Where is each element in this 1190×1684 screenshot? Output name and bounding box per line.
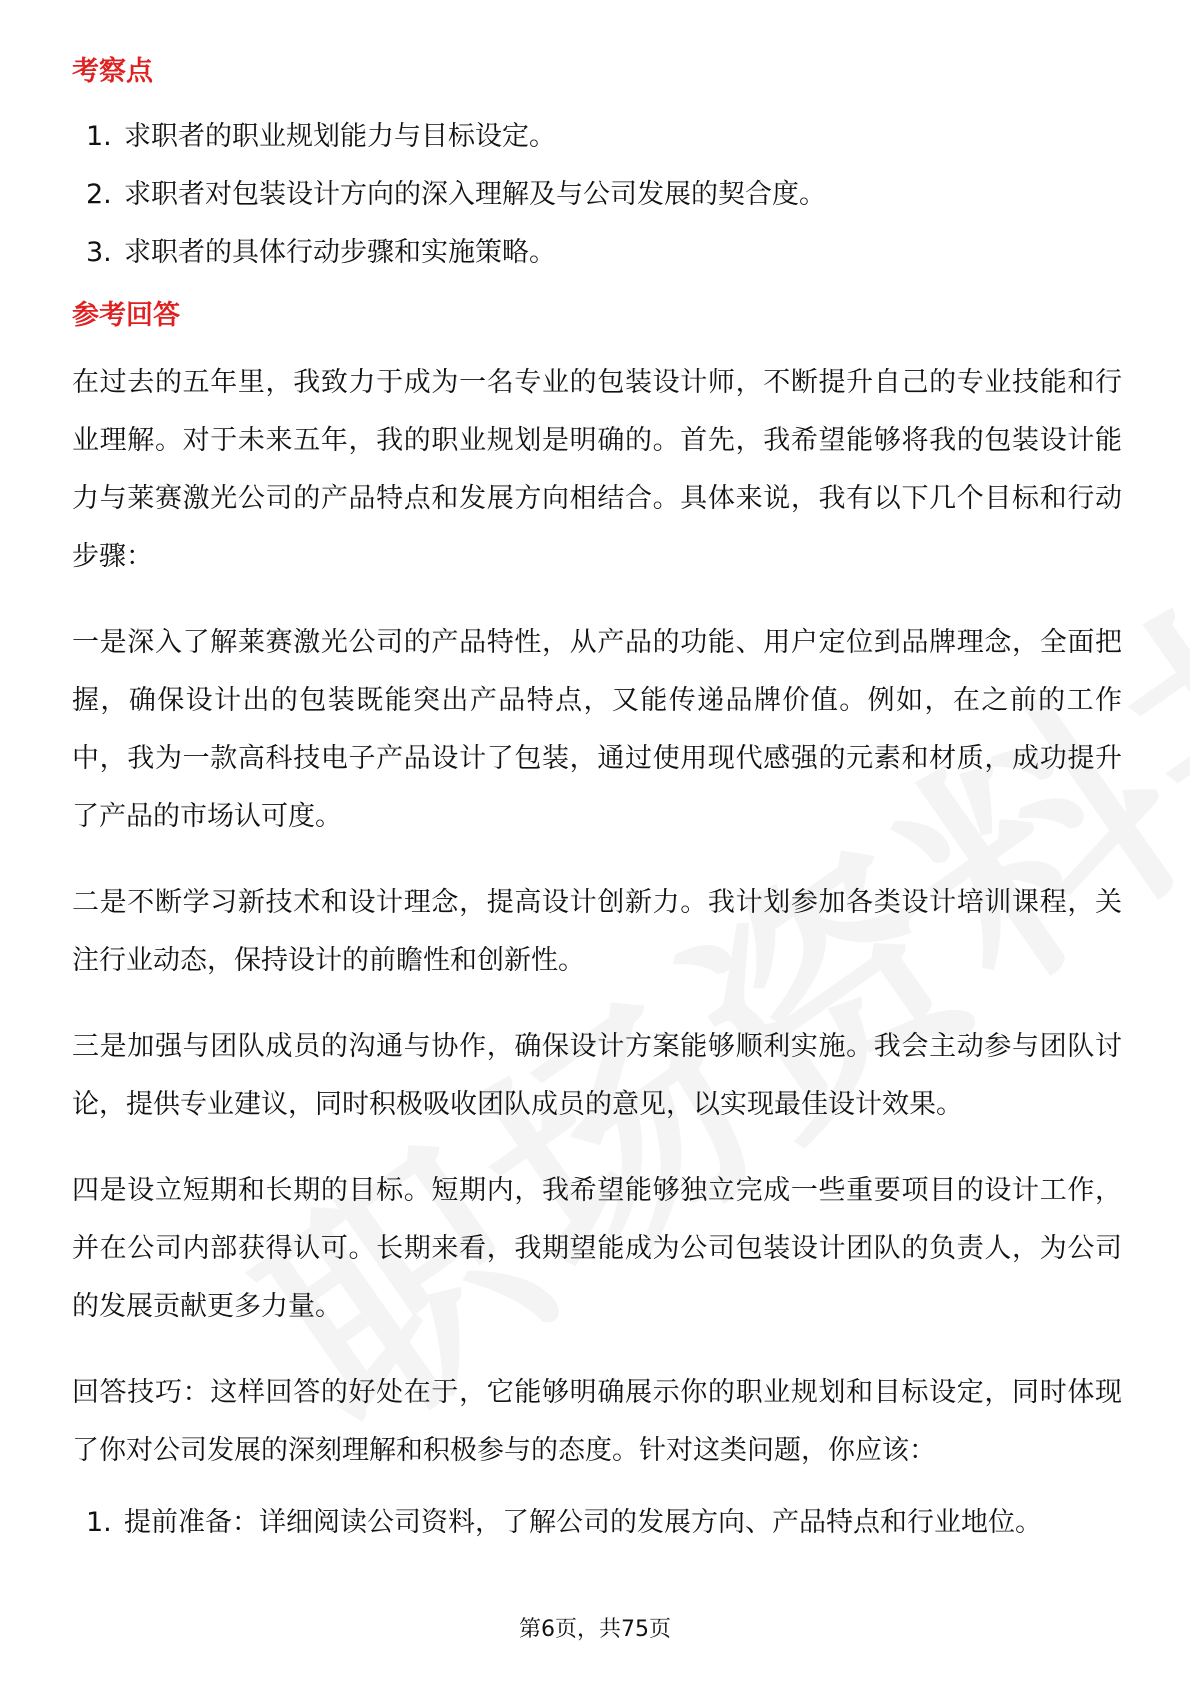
page-number-footer: 第6页，共75页 [519, 1617, 671, 1642]
tips-list [72, 1494, 1122, 1552]
examination-points-list [72, 108, 1122, 282]
list-item [72, 108, 1122, 166]
list-item-number: 1. [86, 121, 112, 152]
section-heading-reference-answer: 参考回答 [72, 300, 180, 331]
list-item-text: 求职者对包装设计方向的深入理解及与公司发展的契合度。 [124, 179, 826, 210]
page-content [72, 48, 1122, 1552]
list-item [72, 166, 1122, 224]
list-item-text: 求职者的具体行动步骤和实施策略。 [124, 237, 556, 268]
answer-paragraph-goal-3: 三是加强与团队成员的沟通与协作，确保设计方案能够顺利实施。我会主动参与团队讨论，提供专业建议，同时积极吸收团队成员的意见，以实现最佳设计效果。 [72, 1031, 1122, 1120]
list-item-text: 求职者的职业规划能力与目标设定。 [124, 121, 556, 152]
answer-paragraph-goal-4: 四是设立短期和长期的目标。短期内，我希望能够独立完成一些重要项目的设计工作，并在公司内部获得认可。长期来看，我期望能成为公司包装设计团队的负责人，为公司的发展贡献更多力量。 [72, 1175, 1122, 1322]
section-heading-examination-points: 考察点 [72, 56, 153, 87]
answer-tips-paragraph: 回答技巧：这样回答的好处在于，它能够明确展示你的职业规划和目标设定，同时体现了你对公司发展的深刻理解和积极参与的态度。针对这类问题，你应该： [72, 1377, 1122, 1466]
list-item [72, 224, 1122, 282]
answer-paragraph-intro: 在过去的五年里，我致力于成为一名专业的包装设计师，不断提升自己的专业技能和行业理解。对于未来五年，我的职业规划是明确的。首先，我希望能够将我的包装设计能力与莱赛激光公司的产品特点和发展方向相结合。具体来说，我有以下几个目标和行动步骤： [72, 367, 1122, 572]
list-item-number: 3. [86, 237, 112, 268]
list-item-number: 1. [86, 1507, 112, 1538]
list-item-number: 2. [86, 179, 112, 210]
list-item-text: 提前准备：详细阅读公司资料，了解公司的发展方向、产品特点和行业地位。 [124, 1507, 1042, 1538]
answer-paragraph-goal-1: 一是深入了解莱赛激光公司的产品特性，从产品的功能、用户定位到品牌理念，全面把握，确保设计出的包装既能突出产品特点，又能传递品牌价值。例如，在之前的工作中，我为一款高科技电子产品设计了包装，通过使用现代感强的元素和材质，成功提升了产品的市场认可度。 [72, 627, 1122, 832]
list-item [72, 1494, 1122, 1552]
answer-paragraph-goal-2: 二是不断学习新技术和设计理念，提高设计创新力。我计划参加各类设计培训课程，关注行业动态，保持设计的前瞻性和创新性。 [72, 887, 1122, 976]
